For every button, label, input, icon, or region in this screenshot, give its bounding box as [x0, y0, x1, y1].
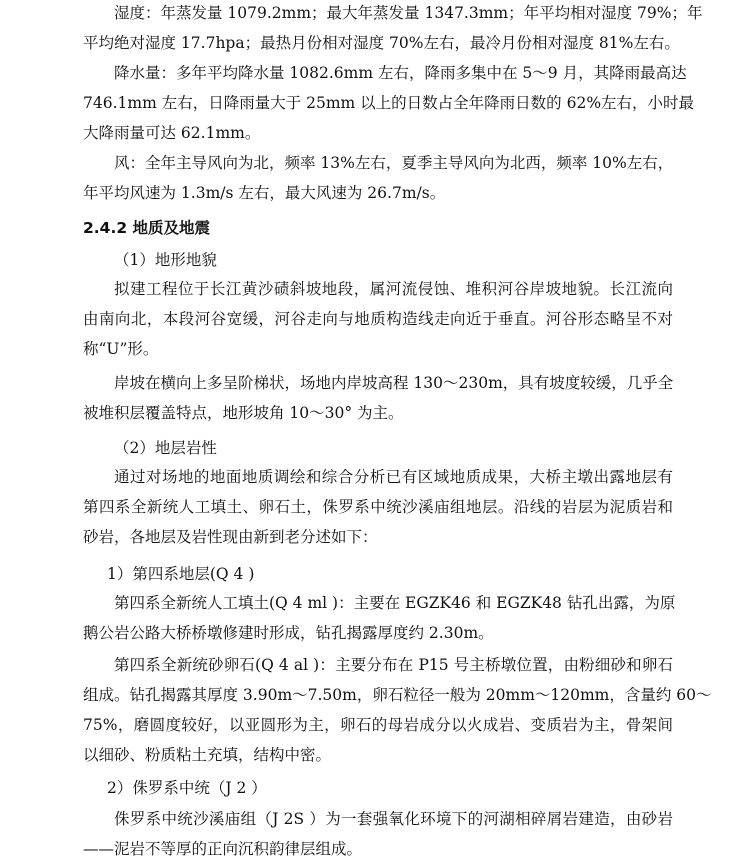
paragraph-wind [83, 148, 673, 208]
text-line: 拟建工程位于长江黄沙碛斜坡地段，属河流侵蚀、堆积河谷岸坡地貌。长江流向 [114, 280, 673, 298]
text-line: 风：全年主导风向为北，频率 13%左右，夏季主导风向为北西，频率 10%左右， [114, 154, 674, 172]
text-line: 第四系全新统人工填土(Q 4 ml )：主要在 EGZK46 和 EGZK48 钻孔出露，为原 [114, 594, 676, 612]
text-line: 砂岩，各地层及岩性现由新到老分述如下： [83, 528, 378, 546]
paragraph-sandy-gravel [83, 650, 712, 770]
text-line: 以细砂、粉质粘土充填，结构中密。 [83, 746, 332, 764]
text-line: 鹅公岩公路大桥桥墩修建时形成，钻孔揭露厚度约 2.30m。 [83, 624, 494, 642]
quaternary-title: 1）第四系地层(Q 4 ) [107, 565, 255, 583]
paragraph-artificial-fill [83, 588, 676, 648]
text-line: 通过对场地的地面地质调绘和综合分析已有区域地质成果，大桥主墩出露地层有 [114, 468, 673, 486]
text-line: 被堆积层覆盖特点，地形坡角 10～30° 为主。 [83, 404, 404, 422]
paragraph-terrain [83, 274, 673, 364]
text-line: 降水量：多年平均降水量 1082.6mm 左右，降雨多集中在 5～9 月，其降雨最高达 [114, 64, 687, 82]
text-line: 746.1mm 左右，日降雨量大于 25mm 以上的日数占全年降雨日数的 62%左右，小时最 [83, 94, 695, 112]
text-line: 组成。钻孔揭露其厚度 3.90m～7.50m，卵石粒径一般为 20mm～120mm，含量约 60～ [83, 686, 712, 704]
paragraph-precipitation [83, 58, 695, 148]
subsection-title-terrain: （1）地形地貌 [114, 251, 217, 269]
text-line: 称“U”形。 [83, 340, 159, 358]
section-heading: 2.4.2 地质及地震 [83, 219, 211, 237]
subsection-title-strata: （2）地层岩性 [114, 439, 217, 457]
text-line: 侏罗系中统沙溪庙组（J 2S ）为一套强氧化环境下的河湖相碎屑岩建造，由砂岩 [114, 810, 673, 828]
paragraph-jurassic [83, 804, 673, 864]
text-line: 大降雨量可达 62.1mm。 [83, 124, 261, 142]
text-line: 岸坡在横向上多呈阶梯状，场地内岸坡高程 130～230m，具有坡度较缓，几乎全 [114, 374, 674, 392]
paragraph-strata [83, 462, 673, 552]
text-line: 湿度：年蒸发量 1079.2mm；最大年蒸发量 1347.3mm；年平均相对湿度 79%；年 [114, 4, 703, 22]
text-line: 年平均风速为 1.3m/s 左右，最大风速为 26.7m/s。 [83, 184, 446, 202]
paragraph-slope [83, 368, 673, 428]
text-line: 平均绝对湿度 17.7hpa；最热月份相对湿度 70%左右，最冷月份相对湿度 81%左右。 [83, 34, 680, 52]
text-line: 由南向北，本段河谷宽缓，河谷走向与地质构造线走向近于垂直。河谷形态略呈不对 [83, 310, 673, 328]
text-line: 第四系全新统人工填土、卵石土，侏罗系中统沙溪庙组地层。沿线的岩层为泥质岩和 [83, 498, 673, 516]
paragraph-humidity [83, 0, 703, 58]
text-line: 75%，磨圆度较好，以亚圆形为主，卵石的母岩成分以火成岩、变质岩为主，骨架间 [83, 716, 673, 734]
text-line: ——泥岩不等厚的正向沉积韵律层组成。 [83, 840, 363, 858]
text-line: 第四系全新统砂卵石(Q 4 al )：主要分布在 P15 号主桥墩位置，由粉细砂和卵石 [114, 656, 673, 674]
jurassic-title: 2）侏罗系中统（J 2 ） [107, 779, 267, 797]
